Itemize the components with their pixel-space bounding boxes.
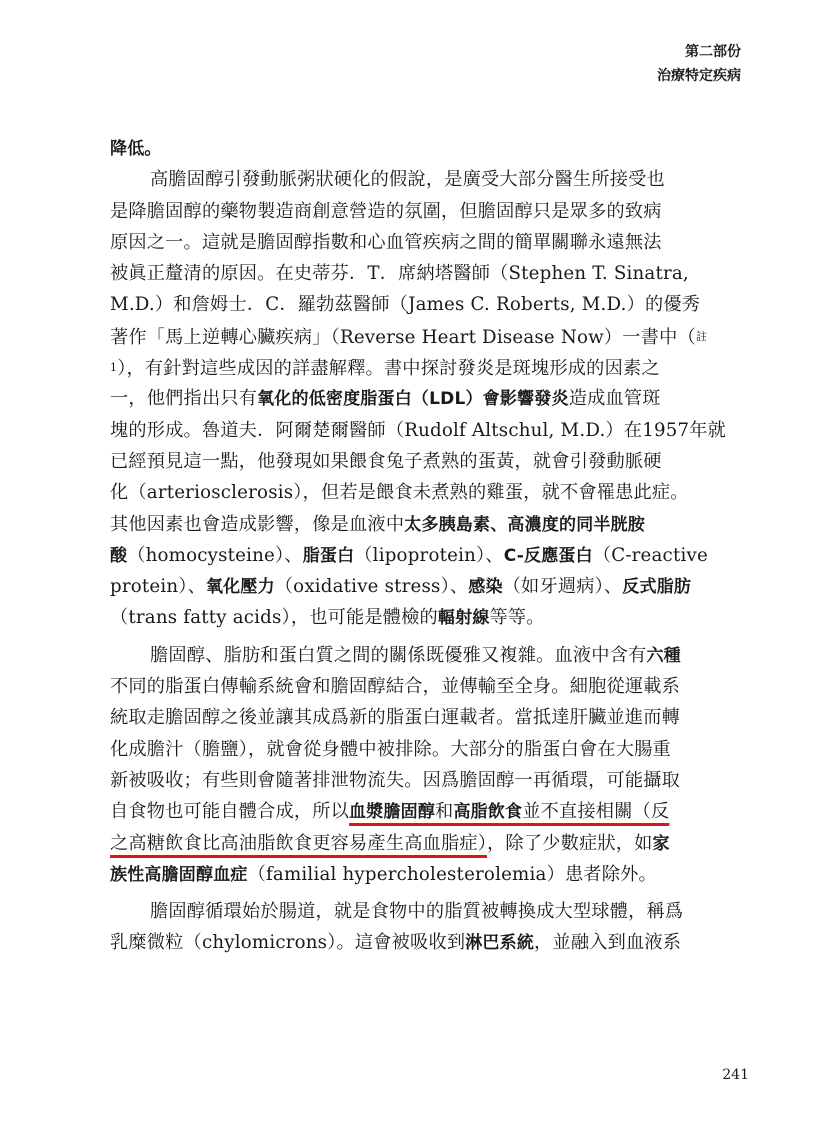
paragraph-line [110,571,742,602]
bold-term: 太多胰島素、高濃度的同半胱胺 [404,514,646,535]
bold-term: 感染 [468,577,503,598]
paragraph-line [110,602,742,633]
paragraph-line: 統取走膽固醇之後並讓其成爲新的脂蛋白運載者。當抵達肝臟並進而轉 [110,707,681,729]
paragraph-line [110,540,742,571]
line-text: 其他因素也會造成影響，像是血液中 [110,513,405,535]
line-text: ，除了少數症狀，如 [487,832,653,854]
body-text [110,133,742,959]
bold-term: 血漿膽固醇 [349,802,436,823]
paragraph-line [110,133,742,164]
line-text: （如牙週病）、 [502,576,623,598]
paragraph-line: 高膽固醇引發動脈粥狀硬化的假說，是廣受大部分醫生所接受也 [150,169,665,191]
paragraph-line: 已經預見這一點，他發現如果餵食兔子煮熟的蛋黃，就會引發動脈硬 [110,450,662,472]
line-text: （familial hypercholesterolemia）患者除外。 [247,863,657,885]
bold-term: C-反應蛋白 [503,545,593,566]
paragraph-line: 不同的脂蛋白傳輸系統會和膽固醇結合，並傳輸至全身。細胞從運載系 [110,676,681,698]
bold-term: 家 [652,833,670,854]
paragraph-line [110,640,742,671]
line-text: 乳糜微粒（chylomicrons）。這會被吸收到 [110,932,466,954]
underlined-passage: 之高糖飲食比高油脂飲食更容易產生高血脂症） [110,832,488,854]
line-text: 著作「馬上逆轉心臟疾病」（Reverse Heart Disease Now）一書中（ [110,326,696,348]
line-text: （C-reactive [592,544,708,566]
paragraph-line: 塊的形成。魯道夫．阿爾楚爾醫師（Rudolf Altschul, M.D.）在1957年就 [110,419,727,441]
bold-term: 酸 [110,545,128,566]
bold-term: 氧化壓力 [205,577,275,598]
line-text: （homocysteine）、 [127,544,303,566]
bold-term: 高脂飲食 [453,802,523,823]
line-text: 膽固醇、脂肪和蛋白質之間的關係既優雅又複雜。血液中含有 [150,644,647,666]
paragraph-line: 新被吸收；有些則會隨著排泄物流失。因爲膽固醇一再循環，可能攝取 [110,769,681,791]
bold-term: 氧化的低密度脂蛋白（LDL）會影響發炎 [257,389,569,410]
bold-term: 族性高膽固醇血症 [110,864,248,885]
underlined-passage [349,801,669,822]
bold-term: 脂蛋白 [302,545,355,566]
paragraph-line [110,383,742,414]
paragraph-line: 被眞正釐清的原因。在史蒂芬．T．席納塔醫師（Stephen T. Sinatra, [110,263,689,285]
part-title: 第二部份 [685,44,741,60]
paragraph-line [110,509,742,540]
paragraph-line [110,927,742,958]
paragraph-line: 原因之一。這就是膽固醇指數和心血管疾病之間的簡單關聯永遠無法 [110,231,662,253]
line-text: 一，他們指出只有 [110,388,258,410]
line-text: ，並融入到血液系 [534,932,682,954]
line-text: ），有針對這些成因的詳盡解釋。書中探討發炎是斑塊形成的因素之 [117,358,660,380]
line-text: 等等。 [489,607,545,629]
paragraph-line: 膽固醇循環始於腸道，就是食物中的脂質被轉換成大型球體，稱爲 [150,901,684,923]
line-text: （lipoprotein）、 [354,544,504,566]
paragraph-line: 是降膽固醇的藥物製造商創意營造的氛圍，但膽固醇只是眾多的致病 [110,200,662,222]
paragraph-line [110,321,742,352]
bold-term: 降低。 [110,139,162,159]
footnote-ref: 註 [695,329,708,343]
bold-term: 六種 [646,645,681,666]
paragraph-line [110,859,742,890]
line-text: （oxidative stress）、 [274,576,469,598]
line-text: 自食物也可能自體合成，所以 [110,801,350,823]
paragraph-line: M.D.）和詹姆士．C．羅勃茲醫師（James C. Roberts, M.D.）的優秀 [110,294,701,316]
section-title: 治療特定疾病 [657,68,741,84]
paragraph-line: 化成膽汁（膽鹽），就會從身體中被排除。大部分的脂蛋白會在大腸重 [110,738,671,760]
footnote-ref: 1 [110,361,118,375]
bold-term: 反式脂肪 [622,577,692,598]
bold-term: 淋巴系統 [465,933,535,954]
paragraph-line [110,352,742,383]
line-text: （trans fatty acids），也可能是體檢的 [110,607,438,629]
line-text: 並不直接相關（反 [522,801,670,823]
running-header [657,40,741,88]
bold-term: 輻射線 [437,608,490,629]
line-text: 造成血管斑 [568,388,661,410]
line-text: 和 [435,801,454,823]
line-text: protein）、 [110,576,206,598]
paragraph-line [110,796,742,827]
paragraph-line [110,828,742,859]
page-number: 241 [722,1067,749,1083]
paragraph-line: 化（arteriosclerosis），但若是餵食未煮熟的雞蛋，就不會罹患此症。 [110,482,689,504]
